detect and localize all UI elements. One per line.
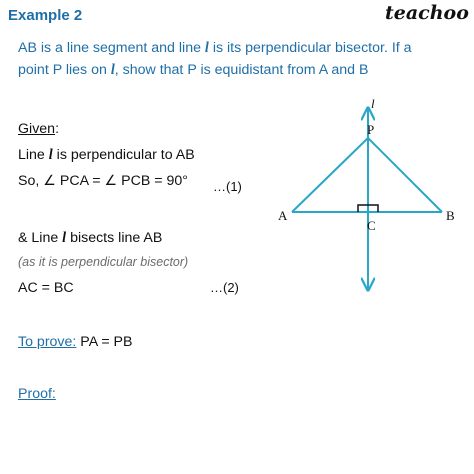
equation-ref-1: …(1) (213, 179, 242, 194)
given-text: is perpendicular to AB (52, 147, 195, 163)
to-prove-statement: PA = PB (76, 334, 133, 350)
given-line-4: AC = BC (18, 280, 74, 296)
label-b: B (446, 208, 455, 223)
example-title: Example 2 (8, 7, 83, 24)
label-l: l (371, 96, 375, 111)
to-prove-label: To prove: (18, 334, 77, 350)
segment-pa (292, 138, 368, 212)
line-l-symbol: l (48, 147, 53, 163)
right-angle-mark (368, 205, 378, 212)
question-text: AB is a line segment and line (18, 40, 205, 56)
given-colon: : (55, 121, 60, 137)
teachoo-logo: teachoo (385, 2, 469, 24)
question-text: point P lies on (18, 62, 111, 78)
given-text: bisects line AB (66, 230, 163, 246)
question-text: is its perpendicular bisector. If a (208, 40, 412, 56)
label-c: C (367, 218, 376, 233)
equation-ref-2: …(2) (210, 280, 239, 295)
right-angle-mark (358, 205, 368, 212)
given-line-2: So, ∠ PCA = ∠ PCB = 90° (18, 173, 188, 189)
segment-pb (368, 138, 442, 212)
line-l-symbol: l (62, 230, 67, 246)
given-text: & Line (18, 230, 63, 246)
line-l-symbol: l (110, 62, 115, 78)
perpendicular-bisector-note: (as it is perpendicular bisector) (18, 255, 189, 269)
proof-label: Proof: (18, 386, 56, 402)
question-text: , show that P is equidistant from A and B (114, 62, 369, 78)
given-label: Given (18, 121, 56, 137)
given-text: Line (18, 147, 49, 163)
line-l-symbol: l (204, 40, 209, 56)
label-p: P (367, 122, 375, 137)
label-a: A (278, 208, 288, 223)
